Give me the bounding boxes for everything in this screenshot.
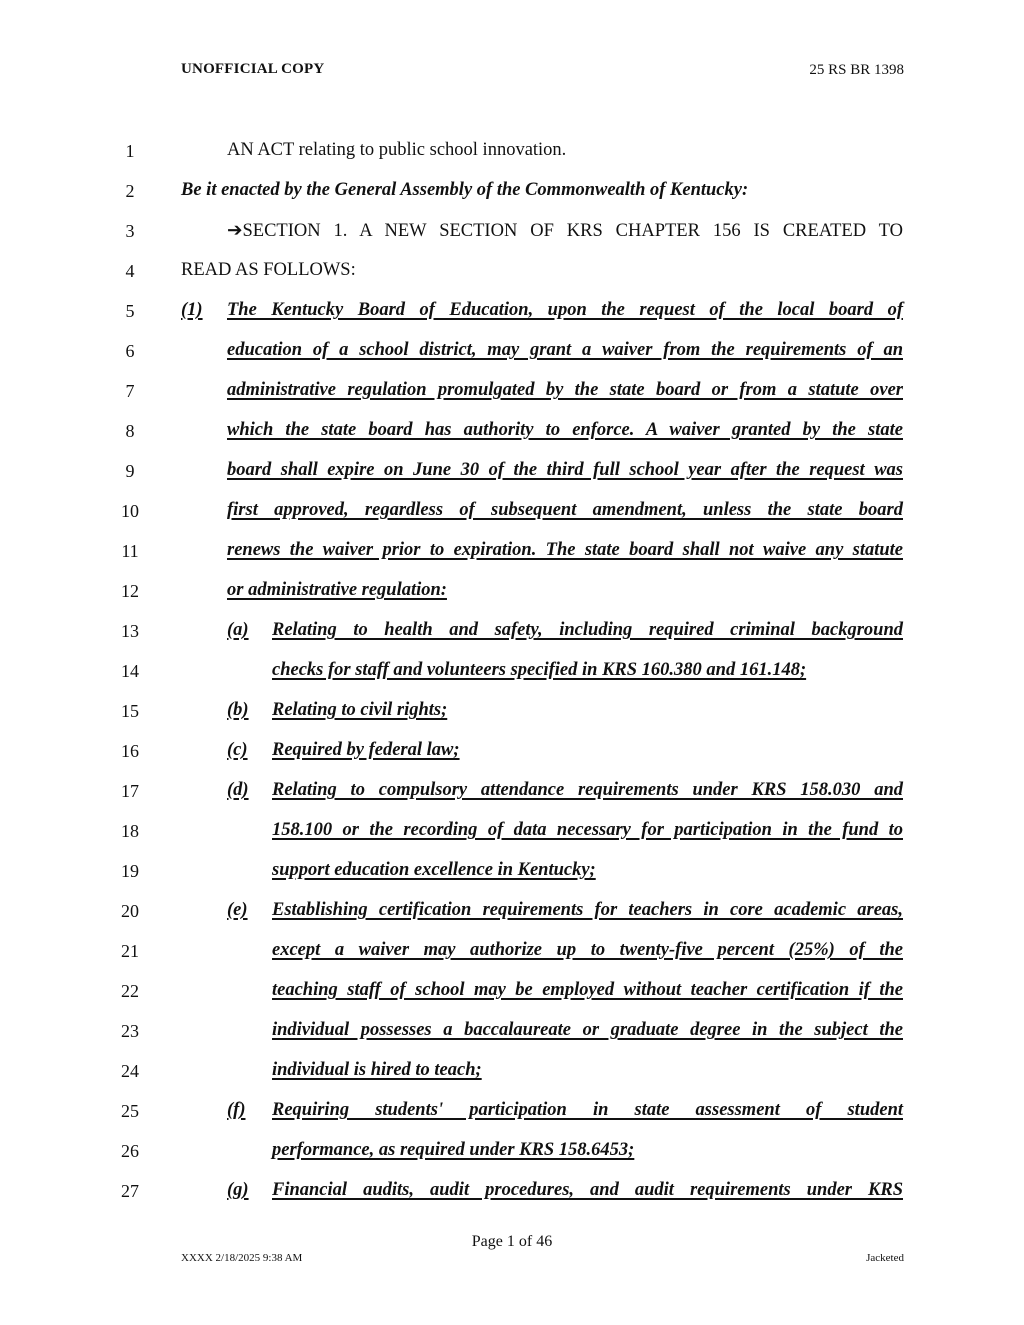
line-number: 7 — [125, 381, 135, 401]
line-number: 9 — [125, 461, 135, 481]
paragraph-marker: (b) — [227, 700, 249, 720]
act-title: AN ACT relating to public school innovation. — [227, 140, 567, 160]
body-line: first approved, regardless of subsequent amendment, unless the state board — [227, 500, 903, 520]
line-number: 17 — [121, 781, 139, 801]
body-line: except a waiver may authorize up to twenty-five percent (25%) of the — [272, 940, 903, 960]
body-line: or administrative regulation: — [227, 580, 447, 600]
line-number: 10 — [121, 501, 139, 521]
line-number: 2 — [125, 181, 135, 201]
line-number: 26 — [121, 1141, 139, 1161]
body-line: 158.100 or the recording of data necessary for participation in the fund to — [272, 820, 903, 840]
body-line: renews the waiver prior to expiration. The state board shall not waive any statute — [227, 540, 903, 560]
line-number: 6 — [125, 341, 135, 361]
line-number: 1 — [125, 141, 135, 161]
line-number: 18 — [121, 821, 139, 841]
paragraph-marker: (f) — [227, 1100, 246, 1120]
line-number: 13 — [121, 621, 139, 641]
paragraph-marker: (e) — [227, 900, 248, 920]
line-number: 19 — [121, 861, 139, 881]
body-line: Financial audits, audit procedures, and audit requirements under KRS — [272, 1180, 903, 1200]
paragraph-marker: (d) — [227, 780, 249, 800]
line-number: 25 — [121, 1101, 139, 1121]
header-bill-number: 25 RS BR 1398 — [809, 62, 904, 78]
line-number: 22 — [121, 981, 139, 1001]
line-number: 8 — [125, 421, 135, 441]
header-status: UNOFFICIAL COPY — [181, 61, 325, 77]
enacting-clause: Be it enacted by the General Assembly of the Commonwealth of Kentucky: — [181, 180, 749, 200]
body-line: Establishing certification requirements for teachers in core academic areas, — [272, 900, 903, 920]
body-line: education of a school district, may grant a waiver from the requirements of an — [227, 340, 903, 360]
section-heading-cont: READ AS FOLLOWS: — [181, 260, 356, 280]
section-heading: ➔SECTION 1. A NEW SECTION OF KRS CHAPTER 156 IS CREATED TO — [227, 221, 903, 241]
line-number: 3 — [125, 221, 135, 241]
line-number: 20 — [121, 901, 139, 921]
footer-timestamp: XXXX 2/18/2025 9:38 AM — [181, 1252, 303, 1264]
subsection-marker: (1) — [181, 300, 203, 320]
body-line: checks for staff and volunteers specified in KRS 160.380 and 161.148; — [272, 660, 807, 680]
line-number: 15 — [121, 701, 139, 721]
line-number: 23 — [121, 1021, 139, 1041]
body-line: support education excellence in Kentucky; — [272, 860, 596, 880]
footer-status: Jacketed — [866, 1252, 904, 1264]
line-number: 24 — [121, 1061, 139, 1081]
paragraph-marker: (c) — [227, 740, 248, 760]
paragraph-marker: (g) — [227, 1180, 249, 1200]
body-line: individual is hired to teach; — [272, 1060, 482, 1080]
line-number: 16 — [121, 741, 139, 761]
line-number: 4 — [125, 261, 135, 281]
body-line: individual possesses a baccalaureate or graduate degree in the subject the — [272, 1020, 903, 1040]
line-number: 14 — [121, 661, 139, 681]
body-line: Requiring students' participation in state assessment of student — [272, 1100, 903, 1120]
body-line: Relating to civil rights; — [272, 700, 448, 720]
body-line: Relating to health and safety, including required criminal background — [272, 620, 903, 640]
line-number: 11 — [121, 541, 139, 561]
line-number: 27 — [121, 1181, 139, 1201]
body-line: teaching staff of school may be employed without teacher certification if the — [272, 980, 903, 1000]
page-number: Page 1 of 46 — [471, 1233, 553, 1250]
body-line: Required by federal law; — [272, 740, 460, 760]
body-line: performance, as required under KRS 158.6453; — [272, 1140, 635, 1160]
body-line: board shall expire on June 30 of the third full school year after the request was — [227, 460, 903, 480]
line-number: 12 — [121, 581, 139, 601]
line-number: 5 — [125, 301, 135, 321]
body-line: which the state board has authority to enforce. A waiver granted by the state — [227, 420, 903, 440]
body-line: Relating to compulsory attendance requirements under KRS 158.030 and — [272, 780, 903, 800]
line-number: 21 — [121, 941, 139, 961]
paragraph-marker: (a) — [227, 620, 249, 640]
body-line: The Kentucky Board of Education, upon the request of the local board of — [227, 300, 903, 320]
body-line: administrative regulation promulgated by the state board or from a statute over — [227, 380, 903, 400]
